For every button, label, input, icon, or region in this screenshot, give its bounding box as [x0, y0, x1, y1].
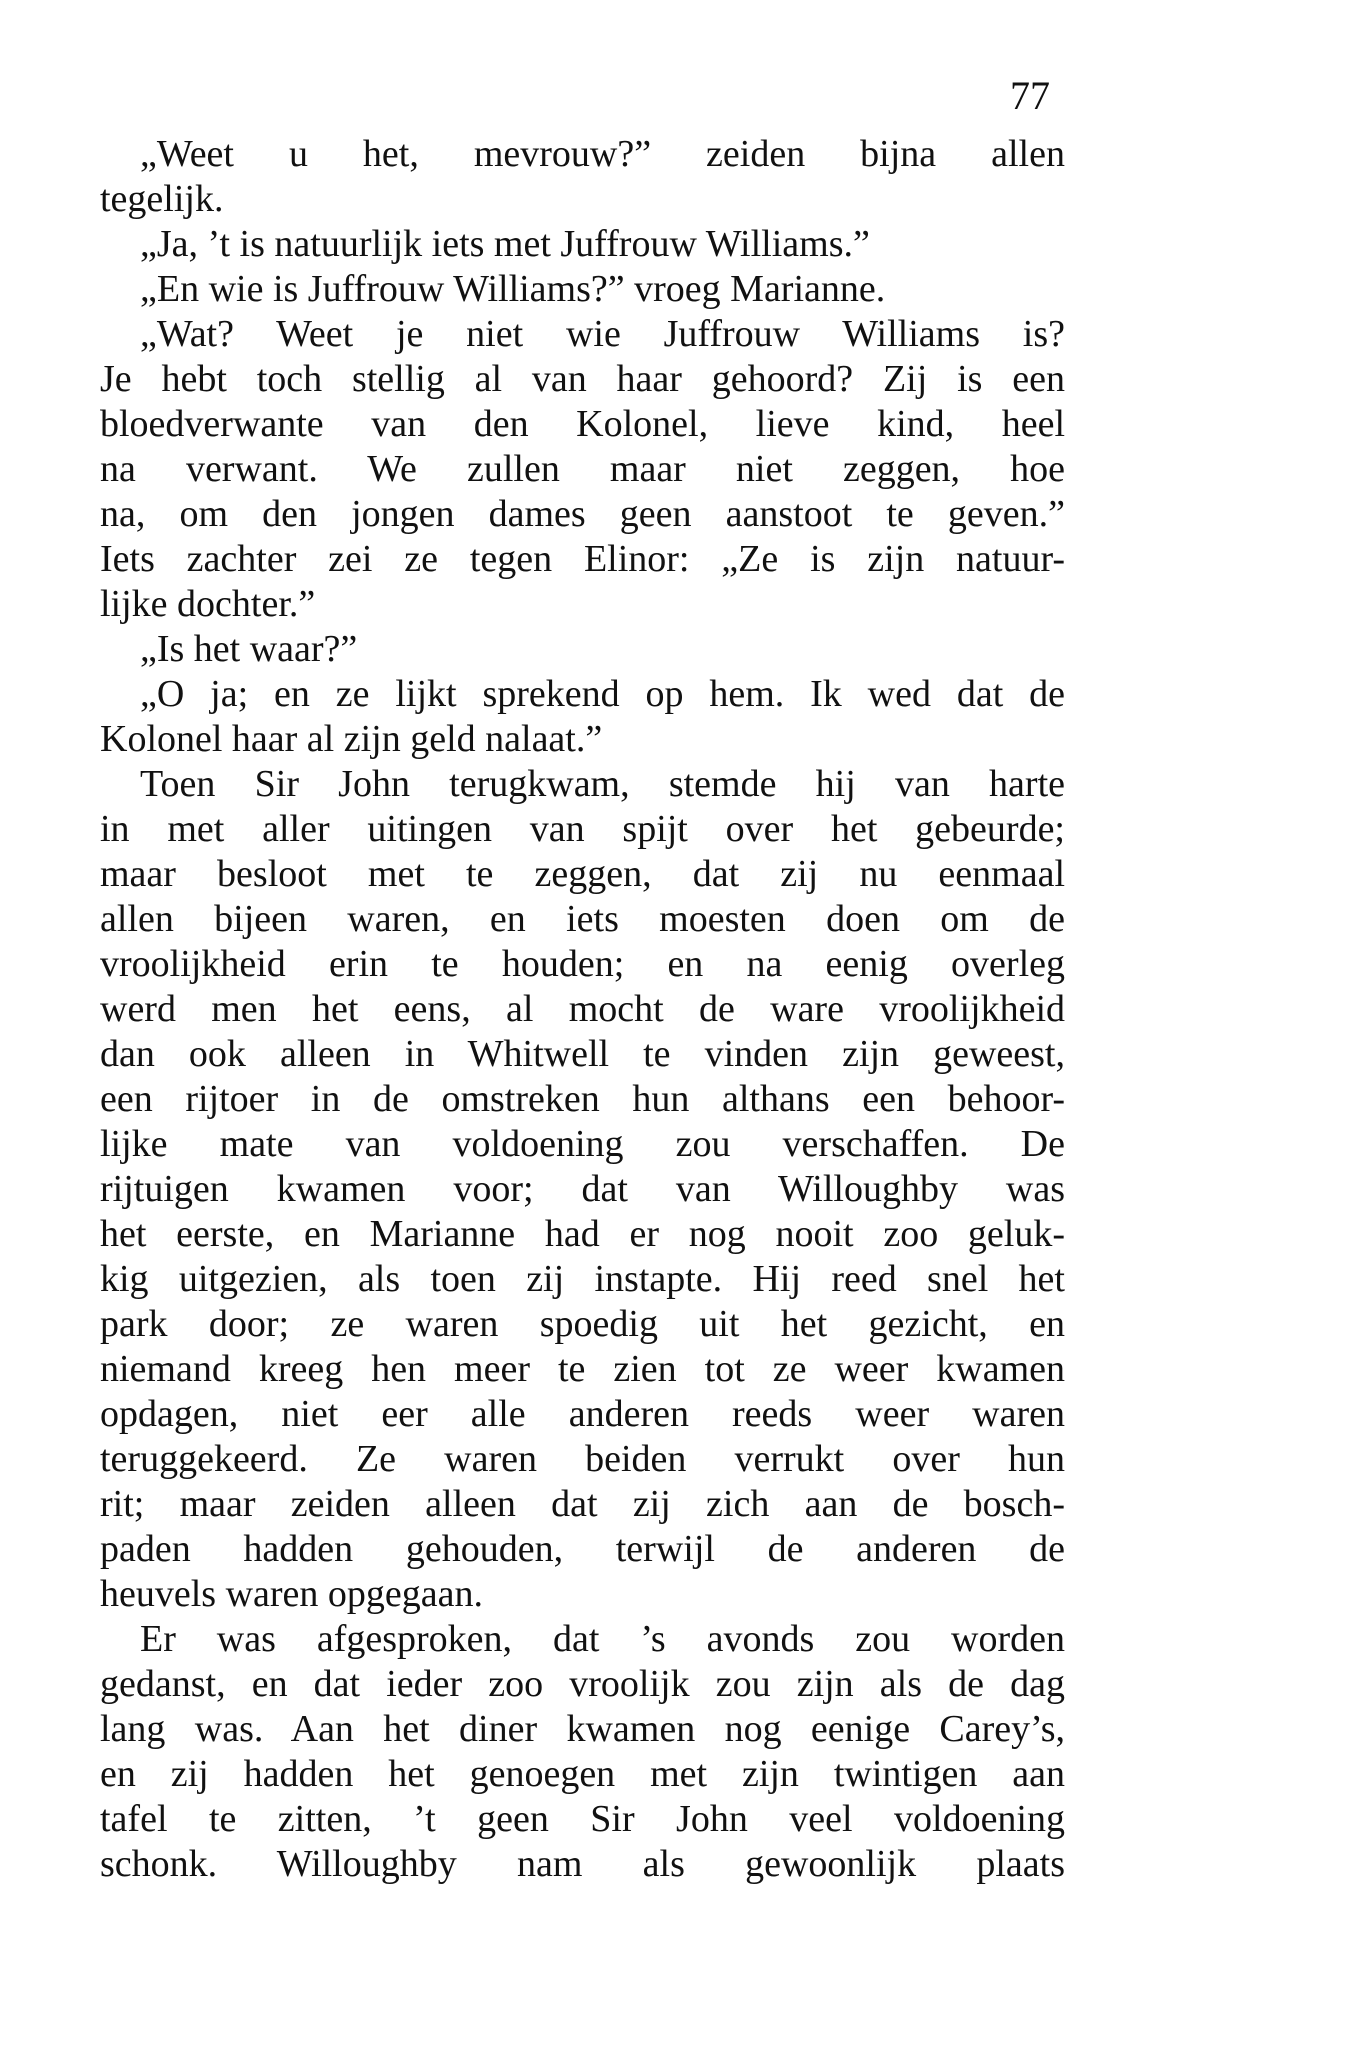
- text-line: in met aller uitingen van spijt over het gebeurde;: [100, 808, 1065, 850]
- text-line: Je hebt toch stellig al van haar gehoord? Zij is een: [100, 358, 1065, 400]
- text-line: en zij hadden het genoegen met zijn twintigen aan: [100, 1753, 1065, 1795]
- text-line: werd men het eens, al mocht de ware vroolijkheid: [100, 988, 1065, 1030]
- text-line: dan ook alleen in Whitwell te vinden zijn geweest,: [100, 1033, 1065, 1075]
- text-line: heuvels waren opgegaan.: [100, 1573, 484, 1615]
- text-line: lang was. Aan het diner kwamen nog eenige Carey’s,: [100, 1708, 1065, 1750]
- text-line: Toen Sir John terugkwam, stemde hij van harte: [140, 763, 1065, 805]
- text-line: gedanst, en dat ieder zoo vroolijk zou zijn als de dag: [100, 1663, 1065, 1705]
- text-line: Iets zachter zei ze tegen Elinor: „Ze is zijn natuur-: [100, 538, 1065, 580]
- text-line: paden hadden gehouden, terwijl de anderen de: [100, 1528, 1065, 1570]
- text-line: vroolijkheid erin te houden; en na eenig overleg: [100, 943, 1065, 985]
- text-line: tegelijk.: [100, 178, 224, 220]
- text-line: Kolonel haar al zijn geld nalaat.”: [100, 718, 603, 760]
- text-line: niemand kreeg hen meer te zien tot ze weer kwamen: [100, 1348, 1065, 1390]
- text-line: kig uitgezien, als toen zij instapte. Hij reed snel het: [100, 1258, 1065, 1300]
- text-line: allen bijeen waren, en iets moesten doen om de: [100, 898, 1065, 940]
- text-line: lijke dochter.”: [100, 583, 316, 625]
- paragraph: [100, 267, 1065, 312]
- text-line: schonk. Willoughby nam als gewoonlijk plaats: [100, 1843, 1065, 1885]
- paragraph: [100, 762, 1065, 1617]
- text-line: lijke mate van voldoening zou verschaffen. De: [100, 1123, 1065, 1165]
- paragraph: [100, 1617, 1065, 1887]
- text-line: een rijtoer in de omstreken hun althans een behoor-: [100, 1078, 1065, 1120]
- text-line: rijtuigen kwamen voor; dat van Willoughby was: [100, 1168, 1065, 1210]
- text-line: tafel te zitten, ’t geen Sir John veel voldoening: [100, 1798, 1065, 1840]
- text-line: maar besloot met te zeggen, dat zij nu eenmaal: [100, 853, 1065, 895]
- body-text: [100, 132, 1065, 1887]
- paragraph: [100, 672, 1065, 762]
- text-line: Er was afgesproken, dat ’s avonds zou worden: [140, 1618, 1065, 1660]
- page-number: 77: [1010, 73, 1050, 118]
- text-line: teruggekeerd. Ze waren beiden verrukt over hun: [100, 1438, 1065, 1480]
- text-line: park door; ze waren spoedig uit het gezicht, en: [100, 1303, 1065, 1345]
- text-line: rit; maar zeiden alleen dat zij zich aan de bosch-: [100, 1483, 1065, 1525]
- text-line: na, om den jongen dames geen aanstoot te geven.”: [100, 493, 1065, 535]
- text-line: opdagen, niet eer alle anderen reeds weer waren: [100, 1393, 1065, 1435]
- text-line: „O ja; en ze lijkt sprekend op hem. Ik wed dat de: [140, 673, 1065, 715]
- paragraph: [100, 132, 1065, 222]
- text-line: „Weet u het, mevrouw?” zeiden bijna allen: [140, 133, 1065, 175]
- text-line: na verwant. We zullen maar niet zeggen, hoe: [100, 448, 1065, 490]
- text-line: „Ja, ’t is natuurlijk iets met Juffrouw Williams.”: [140, 223, 870, 265]
- text-line: „En wie is Juffrouw Williams?” vroeg Marianne.: [140, 268, 886, 310]
- text-line: bloedverwante van den Kolonel, lieve kind, heel: [100, 403, 1065, 445]
- text-line: „Is het waar?”: [140, 628, 358, 670]
- paragraph: [100, 627, 1065, 672]
- paragraph: [100, 222, 1065, 267]
- text-line: „Wat? Weet je niet wie Juffrouw Williams is?: [140, 313, 1065, 355]
- paragraph: [100, 312, 1065, 627]
- text-line: het eerste, en Marianne had er nog nooit zoo geluk-: [100, 1213, 1065, 1255]
